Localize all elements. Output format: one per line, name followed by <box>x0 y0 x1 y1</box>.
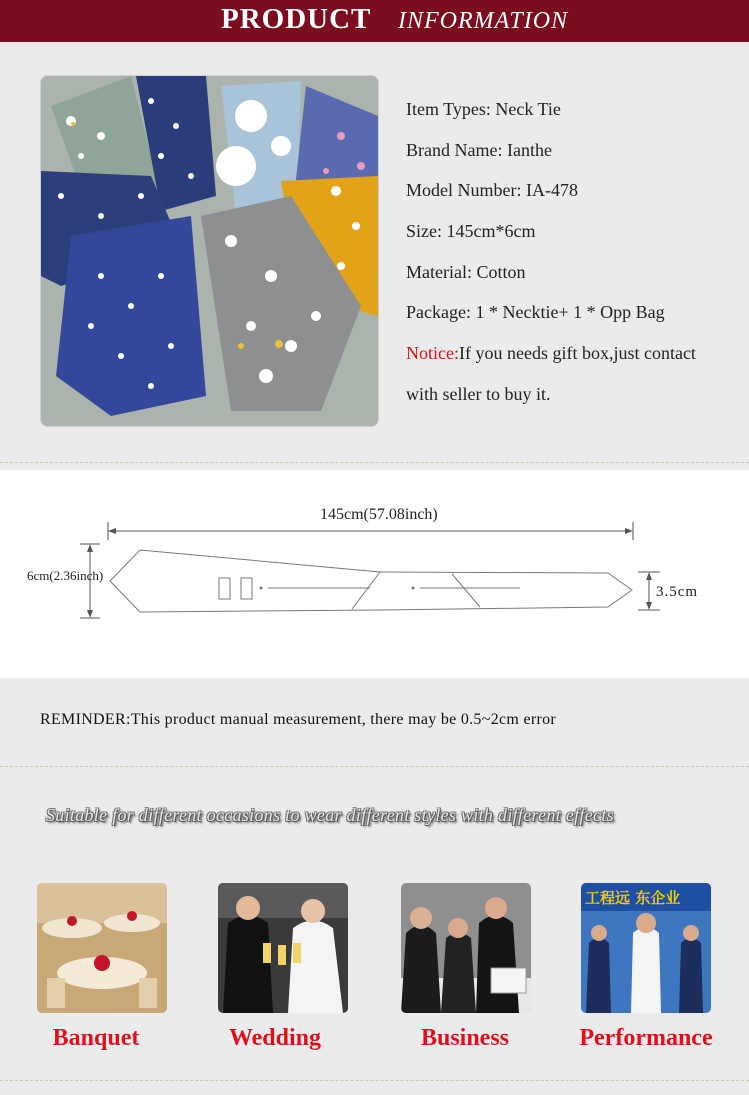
occasion-label-wedding: Wedding <box>228 1025 322 1051</box>
performance-photo <box>581 883 711 1013</box>
business-photo <box>401 883 531 1013</box>
measurement-diagram <box>0 470 749 678</box>
banquet-photo <box>37 883 167 1013</box>
occasion-label-performance: Performance <box>579 1025 713 1051</box>
spec-brand-name: Brand Name: Ianthe <box>406 139 552 160</box>
spec-size: Size: 145cm*6cm <box>406 221 536 242</box>
spec-material: Material: Cotton <box>406 261 526 282</box>
notice-text: If you needs gift box,just contact <box>458 343 696 364</box>
wedding-photo <box>218 883 348 1013</box>
neckties-image <box>41 76 378 426</box>
spec-package: Package: 1 * Necktie+ 1 * Opp Bag <box>406 302 665 323</box>
occasion-label-business: Business <box>420 1025 510 1051</box>
divider <box>0 1080 749 1081</box>
tie-outline-diagram <box>0 470 749 678</box>
header-title-information: INFORMATION <box>398 8 569 34</box>
width-label: 6cm(2.36inch) <box>27 568 104 583</box>
reminder-text: REMINDER:This product manual measurement, there may be 0.5~2cm error <box>40 711 557 728</box>
length-label: 145cm(57.08inch) <box>320 506 438 523</box>
occasion-label-banquet: Banquet <box>52 1025 140 1051</box>
notice-line <box>406 340 696 381</box>
notice-line-2: with seller to buy it. <box>406 383 551 404</box>
occasion-tagline: Suitable for different occasions to wear different styles with different effects <box>46 805 614 825</box>
spec-model-number: Model Number: IA-478 <box>406 180 578 201</box>
header-banner <box>0 0 749 42</box>
spec-item-type: Item Types: Neck Tie <box>406 99 561 119</box>
product-specs <box>406 96 696 422</box>
header-title-product: PRODUCT <box>221 3 372 35</box>
tip-label: 3.5cm <box>656 584 699 600</box>
divider <box>0 766 749 767</box>
divider <box>0 462 749 463</box>
performance-sign-text: 工程远 东企业 <box>585 889 681 907</box>
product-photo <box>40 75 379 427</box>
notice-label: Notice: <box>406 343 459 364</box>
